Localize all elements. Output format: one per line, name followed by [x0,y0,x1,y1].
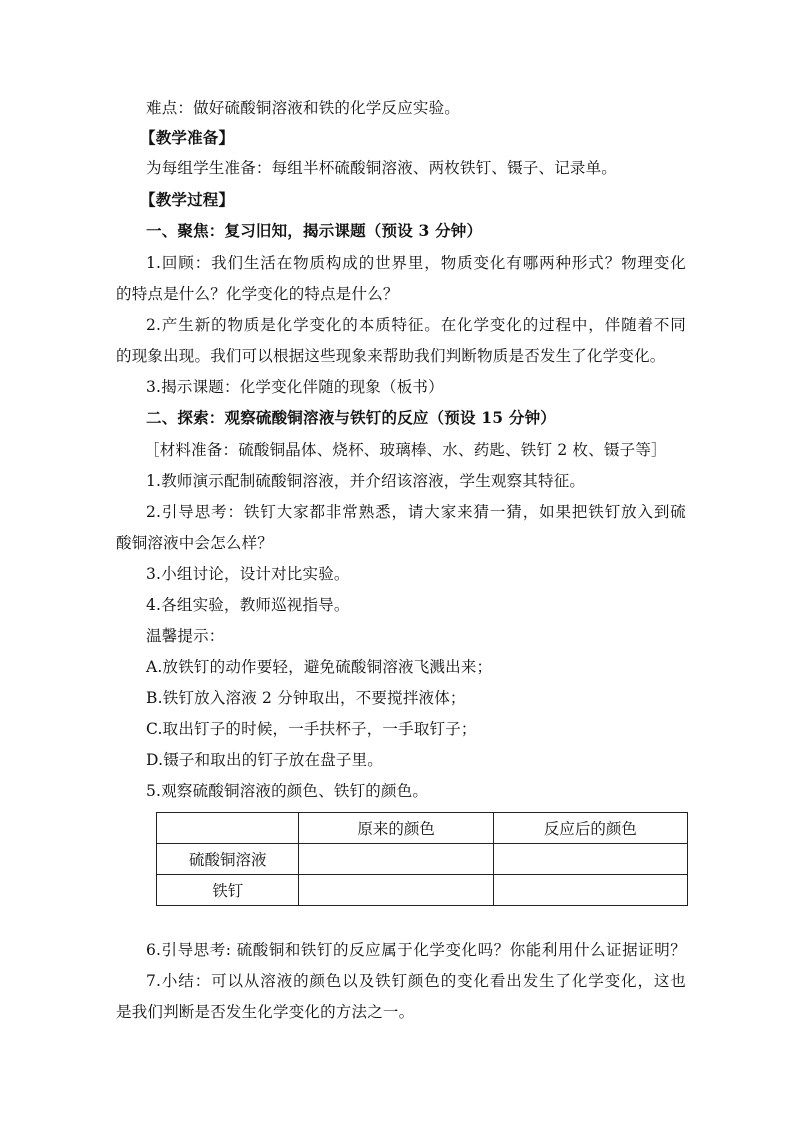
process-heading: 【教学过程】 [140,190,235,209]
table-cell [493,875,687,906]
s1-item2-line2: 的现象出现。我们可以根据这些现象来帮助我们判断物质是否发生了化学变化。 [116,347,666,365]
table-row [157,844,688,875]
section1-title: 一、聚焦：复习旧知，揭示课题（预设 3 分钟） [146,221,483,240]
s2-item7-line1: 7.小结：可以从溶液的颜色以及铁钉颜色的变化看出发生了化学变化，这也 [146,972,686,990]
s1-item2-line1: 2.产生新的物质是化学变化的本质特征。在化学变化的过程中，伴随着不同 [146,316,686,334]
prep-heading: 【教学准备】 [140,128,235,147]
difficulty-line: 难点：做好硫酸铜溶液和铁的化学反应实验。 [146,99,461,117]
table-row-label: 硫酸铜溶液 [157,844,299,875]
table-header-cell: 反应后的颜色 [493,813,687,844]
s2-item1: 1.教师演示配制硫酸铜溶液，并介绍该溶液，学生观察其特征。 [146,472,586,490]
tip-d: D.镊子和取出的钉子放在盘子里。 [146,751,384,769]
section2-title: 二、探索：观察硫酸铜溶液与铁钉的反应（预设 15 分钟） [146,408,556,427]
table-cell [299,844,493,875]
s2-item5: 5.观察硫酸铜溶液的颜色、铁钉的颜色。 [146,782,429,800]
table-cell [493,844,687,875]
table-cell [299,875,493,906]
table-header-cell [157,813,299,844]
s2-item2-line2: 酸铜溶液中会怎么样？ [116,534,274,552]
s2-item3: 3.小组讨论，设计对比实验。 [146,565,350,583]
table-header-cell: 原来的颜色 [299,813,493,844]
tips-title: 温馨提示： [146,627,225,645]
tip-b: B.铁钉放入溶液 2 分钟取出，不要搅拌液体； [146,689,466,707]
observation-table [156,812,688,906]
materials-line: ［材料准备：硫酸铜晶体、烧杯、玻璃棒、水、药匙、铁钉 2 枚、镊子等］ [144,441,667,459]
table-header-row [157,813,688,844]
s1-item3: 3.揭示课题：化学变化伴随的现象（板书） [146,378,444,396]
s1-item1-line2: 的特点是什么？化学变化的特点是什么？ [116,285,399,303]
table-row [157,875,688,906]
tip-a: A.放铁钉的动作要轻，避免硫酸铜溶液飞溅出来； [146,658,493,676]
s1-item1-line1: 1.回顾：我们生活在物质构成的世界里，物质变化有哪两种形式？物理变化 [146,254,686,272]
s2-item4: 4.各组实验，教师巡视指导。 [146,596,350,614]
tip-c: C.取出钉子的时候，一手扶杯子，一手取钉子； [146,720,477,738]
s2-item7-line2: 是我们判断是否发生化学变化的方法之一。 [116,1003,415,1021]
s2-item2-line1: 2.引导思考：铁钉大家都非常熟悉，请大家来猜一猜，如果把铁钉放入到硫 [146,503,686,521]
table-row-label: 铁钉 [157,875,299,906]
prep-text: 为每组学生准备：每组半杯硫酸铜溶液、两枚铁钉、镊子、记录单。 [146,159,618,177]
s2-item6: 6.引导思考: 硫酸铜和铁钉的反应属于化学变化吗？你能利用什么证据证明？ [146,941,686,959]
